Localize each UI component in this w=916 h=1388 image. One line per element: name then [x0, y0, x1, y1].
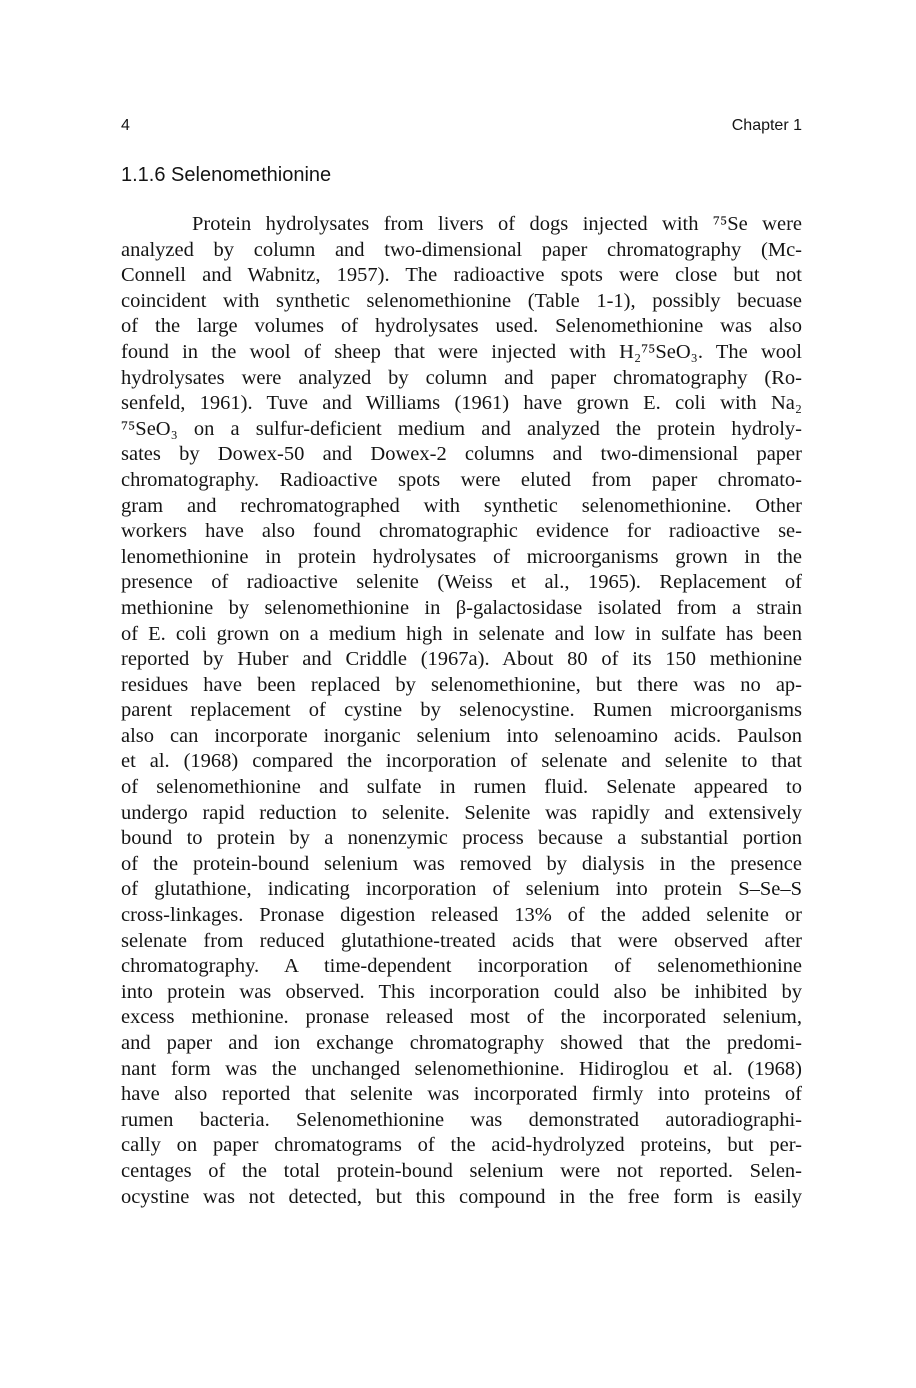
paragraph-line: have also reported that selenite was incorporated firmly into proteins of [121, 1083, 802, 1106]
paragraph-line: Protein hydrolysates from livers of dogs injected with ⁷⁵Se were [192, 213, 802, 235]
paragraph-line: excess methionine. pronase released most of the incorporated selenium, [121, 1006, 802, 1029]
paragraph-line: sates by Dowex-50 and Dowex-2 columns and two-dimensional paper [121, 443, 802, 466]
paragraph-line: gram and rechromatographed with synthetic selenomethionine. Other [121, 494, 802, 517]
paragraph-line: Connell and Wabnitz, 1957). The radioactive spots were close but not [121, 264, 802, 287]
paragraph-line: rumen bacteria. Selenomethionine was demonstrated autoradiographi- [121, 1108, 802, 1131]
paragraph-line: cross-linkages. Pronase digestion released 13% of the added selenite or [121, 904, 802, 927]
paragraph-line: reported by Huber and Criddle (1967a). About 80 of its 150 methionine [121, 648, 802, 671]
running-head: Chapter 1 [731, 117, 802, 134]
paragraph-line: found in the wool of sheep that were injected with H₂⁷⁵SeO₃. The wool [121, 340, 802, 363]
section-heading: 1.1.6 Selenomethionine [121, 164, 332, 186]
paragraph-line: parent replacement of cystine by selenocystine. Rumen microorganisms [121, 699, 802, 722]
paragraph-line: into protein was observed. This incorporation could also be inhibited by [121, 980, 802, 1003]
paragraph-line: chromatography. A time-dependent incorporation of selenomethionine [121, 955, 802, 978]
paragraph-line: of selenomethionine and sulfate in rumen fluid. Selenate appeared to [121, 776, 802, 799]
paragraph-line: of glutathione, indicating incorporation of selenium into protein S–Se–S [121, 878, 802, 901]
paragraph-line: workers have also found chromatographic evidence for radioactive se- [121, 520, 802, 543]
paragraph-line: centages of the total protein-bound selenium were not reported. Selen- [121, 1159, 802, 1182]
paragraph-line: undergo rapid reduction to selenite. Selenite was rapidly and extensively [121, 801, 802, 824]
body-paragraph [121, 212, 802, 1210]
paragraph-line: senfeld, 1961). Tuve and Williams (1961) have grown E. coli with Na₂ [121, 392, 802, 415]
paragraph-line: also can incorporate inorganic selenium into selenoamino acids. Paulson [121, 724, 802, 747]
paragraph-line: residues have been replaced by selenomethionine, but there was no ap- [121, 673, 802, 696]
paragraph-line: methionine by selenomethionine in β-galactosidase isolated from a strain [121, 596, 802, 619]
paragraph-line: cally on paper chromatograms of the acid-hydrolyzed proteins, but per- [121, 1134, 802, 1157]
paragraph-line: analyzed by column and two-dimensional paper chromatography (Mc- [121, 238, 802, 261]
paragraph-line: of the large volumes of hydrolysates used. Selenomethionine was also [121, 315, 802, 338]
paragraph-line: of E. coli grown on a medium high in selenate and low in sulfate has been [121, 622, 802, 645]
paragraph-line: lenomethionine in protein hydrolysates of microorganisms grown in the [121, 545, 802, 568]
paragraph-line: and paper and ion exchange chromatography showed that the predomi- [121, 1032, 802, 1054]
paragraph-line: selenate from reduced glutathione-treated acids that were observed after [121, 929, 802, 952]
paragraph-line: coincident with synthetic selenomethionine (Table 1-1), possibly becuase [121, 289, 802, 312]
paragraph-line: ocystine was not detected, but this compound in the free form is easily [121, 1185, 802, 1208]
paragraph-line: chromatography. Radioactive spots were eluted from paper chromato- [121, 468, 802, 491]
paragraph-line: of the protein-bound selenium was removed by dialysis in the presence [121, 852, 802, 875]
paragraph-line: presence of radioactive selenite (Weiss et al., 1965). Replacement of [121, 571, 802, 594]
paragraph-line: hydrolysates were analyzed by column and paper chromatography (Ro- [121, 366, 802, 389]
page-number: 4 [121, 117, 130, 134]
paragraph-line: ⁷⁵SeO₃ on a sulfur-deficient medium and analyzed the protein hydroly- [121, 417, 802, 440]
paragraph-line: bound to protein by a nonenzymic process because a substantial portion [121, 827, 802, 850]
paragraph-line: nant form was the unchanged selenomethionine. Hidiroglou et al. (1968) [121, 1057, 802, 1080]
paragraph-line: et al. (1968) compared the incorporation of selenate and selenite to that [121, 750, 802, 773]
